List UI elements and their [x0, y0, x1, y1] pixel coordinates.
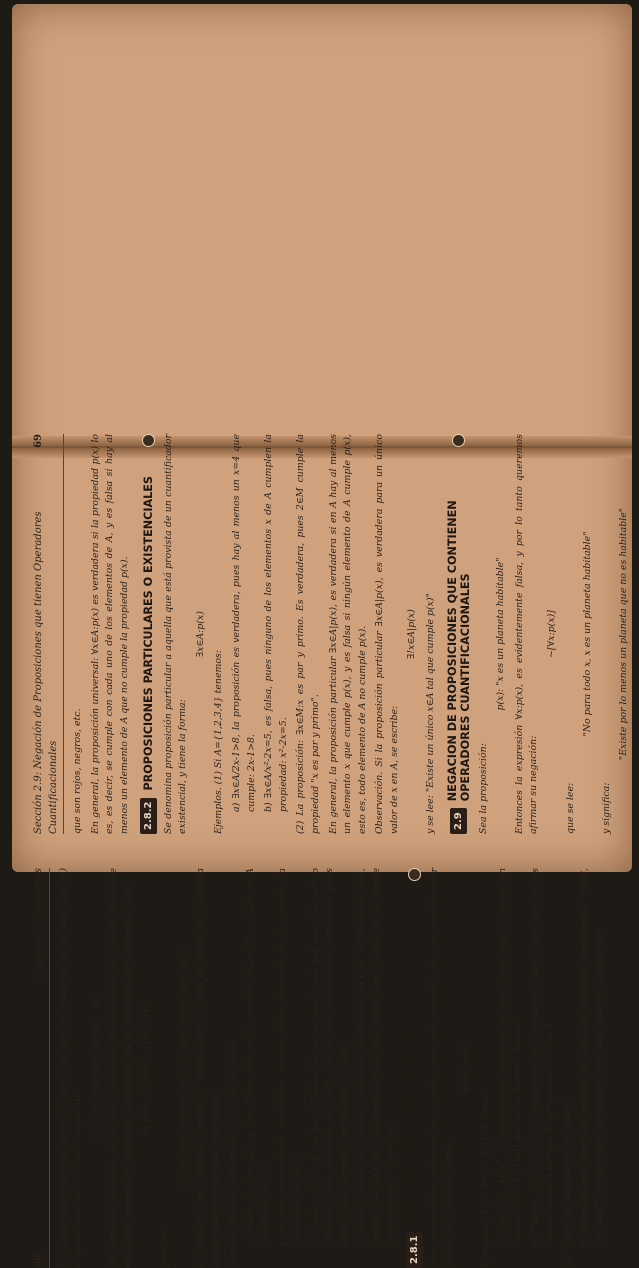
- page-69: [32, 434, 630, 834]
- section-heading: [406, 868, 423, 1268]
- formula: p(x): "x es un planeta habitable": [495, 557, 507, 711]
- example-line: Ejemplos. (1) Si A={-1,2,3} se tiene:: [479, 1092, 491, 1268]
- bullet-icon: [452, 434, 465, 447]
- formula-ref: (6): [89, 995, 101, 1009]
- formula: ∃!x∈A|p(x): [406, 609, 418, 659]
- paragraph: Sea la proposición:: [477, 743, 489, 834]
- page-number: 68: [33, 1254, 44, 1268]
- paragraph: Ejemplo. Para el conjunto A={1,2,3,4} se tiene:: [227, 1040, 239, 1268]
- paragraph: y se lee:: [159, 1229, 171, 1268]
- example-line: b) ∃x∈A/x²-2x=5, es falsa, pues ninguno de los elementos x de A cumplen la propiedad: x²-2x=5.: [263, 434, 289, 812]
- section-number: 2.8.1: [406, 1232, 423, 1268]
- section-number: 2.9: [450, 808, 467, 834]
- example-line: y es una proposición verdadera porque todo elemento de A cumple la propiedad 3x-2<12.: [277, 868, 303, 1246]
- example-line: (2) "Todos los bolígrafos son azules": [561, 1096, 573, 1268]
- paragraph: Entonces la expresión ∀x:p(x), es evidentemente falsa, y por lo tanto queremos afirmar su negación:: [513, 434, 540, 834]
- paragraph: Una proposición universal es aquella que está provista de un cuantificador universal, y tiene la forma:: [429, 868, 455, 1268]
- example-line: a) "∀x ∈ A, x∈N", la proposición universal es falsa, pues hay al menos un elemento de A (-1∈A) que no es número natural.: [497, 868, 524, 1246]
- section-heading: [446, 434, 472, 834]
- paragraph: y se lee: "Existe un único x∈A tal que cumple p(x)": [425, 593, 437, 834]
- example-line: b) "∀x∈A, 3x²-x ≥ 2", la proposición es verdadera, pues cada uno de los elementos de A cumple la propiedad: 3x²-x ≥ 2: [529, 868, 556, 1246]
- example-line: b) ∃x∈A : x²-2x=8, se lee: "Existe (al menos uno) x∈A tal que x²-2x=8" o "Algunos x∈A, cumplen: x²-2x=8", que es una proposición verdadera, pues para x=4 se cumple la propiedad: x²-2x=8.: [309, 868, 350, 1246]
- paragraph: El símbolo ∃ que significa: "existe" o "para algún" o "para al menos un" se llama cuantificador existencial o particular.: [195, 868, 221, 1268]
- formula-text: ∃x: x es un número primo: [89, 1020, 101, 1142]
- section-title: PROPOSICIONES UNIVERSALES: [408, 1030, 422, 1225]
- example-line: En general, la proposición particular ∃x∈A|p(x), es verdadera si en A hay al menos un elemento x que cumple p(x), y es falsa si ningún elemento de A cumple p(x), esto es, todo elemento de A no cumple p(x).: [327, 434, 368, 834]
- paragraph: y significa:: [600, 782, 612, 834]
- formula: ∃x:p(x) o ∃x[p(x)] o (∃x)[p(x)]: [140, 1000, 152, 1136]
- paragraph: En general, la proposición universal: ∀x∈A:p(x) es verdadera si la propiedad p(x) lo es, es decir, se cumple con cada uno de los elementos de A, y es falsa si hay al menos un elemento de A que no cumple la propiedad p(x).: [89, 434, 130, 834]
- bullet-icon: [142, 434, 155, 447]
- header-title: Capítulo 2: Conjuntos: [33, 868, 44, 979]
- example-line: c) ∀x∈A: x²+3x+1>0, se lee: "Cada x∈A cumple x²+3x+1>0" o "Para todo x∈A, cumple x²+3x+1>0". La proposición es falsa, pues para x=-1∈A no se cumple la propiedad: x²+3x+1>0.: [356, 868, 397, 1246]
- running-header: [32, 434, 64, 834]
- section-title: NEGACION DE PROPOSICIONES QUE CONTIENEN OPERADORES CUANTIFICACIONALES: [445, 500, 472, 802]
- example-line: (2) La proposición: ∃x∈M:x es par y primo. Es verdadera, pues 2∈M cumple la propiedad "x es par y primo".: [295, 434, 321, 834]
- example-line: Ejemplos. (1) Si A={1,2,3,4} tenemos:: [213, 649, 225, 834]
- section-title: PROPOSICIONES PARTICULARES O EXISTENCIALES: [141, 476, 155, 791]
- example-line: a) ∀x∈A: 3x-2 < 12, se lee: "Para todo x∈A, cumple 3x-2<12" o "Cada x∈A cumple 3x-2<12".: [245, 868, 271, 1246]
- formula: "No para todo x, x es un planeta habitable": [582, 531, 594, 737]
- observation: Observación. Si la proposición particular ∃x∈A|p(x), es verdadera para un único valor de x en A, se escribe:: [374, 434, 400, 834]
- page-number: 69: [33, 434, 44, 448]
- paragraph: En términos generales, si se tiene el esquema proposicional p(x), puede obtenerse de él una proposición mediante la adjunción de un cuantificador existencial, así:: [108, 868, 134, 1268]
- formula: [89, 868, 104, 1268]
- paragraph: que se lee:: [564, 782, 576, 834]
- example-line: a) ∃x∈A/2x-1>8, la proposición es verdadera, pues hay al menos un x=4 que cumple: 2x-1>8.: [230, 434, 257, 812]
- section-heading: [140, 434, 157, 834]
- example-line: Si representamos por B el conjunto de todos los bolígrafos, denotamos: "∀x∈B, x es azul". Obviamente la proposición es falsa, pues hay bolígrafos: [579, 868, 605, 1246]
- formula: ~[∀x:p(x)]: [546, 610, 558, 658]
- open-book: [12, 4, 632, 1268]
- section-number: 2.8.2: [140, 798, 157, 834]
- page-68: [32, 868, 622, 1268]
- formula: ∃x∈A:p(x): [194, 611, 206, 657]
- bullet-icon: [408, 868, 421, 881]
- formula: "Existe por lo menos un x, tal que se verifique p(x)": [176, 945, 188, 1191]
- paragraph: Se denomina proposición particular a aquella que está provista de un cuantificador existencial, y tiene la forma:: [162, 434, 189, 834]
- running-header: [32, 868, 50, 1268]
- formula: ∀x∈A: p(x): [461, 1043, 473, 1093]
- paragraph: que son rojos, negros, etc.: [72, 708, 84, 834]
- formula: "Existe por lo menos un planeta que no es habitable": [618, 507, 630, 761]
- header-title: Sección 2.9: Negación de Proposiciones que tienen Operadores Cuantificacionales: [33, 511, 59, 834]
- paragraph: El cuantificador existencial en x "Existe x tal que" se simboliza ∃x, de modo que (4) se puede escribir del modo siguiente:: [57, 868, 84, 1268]
